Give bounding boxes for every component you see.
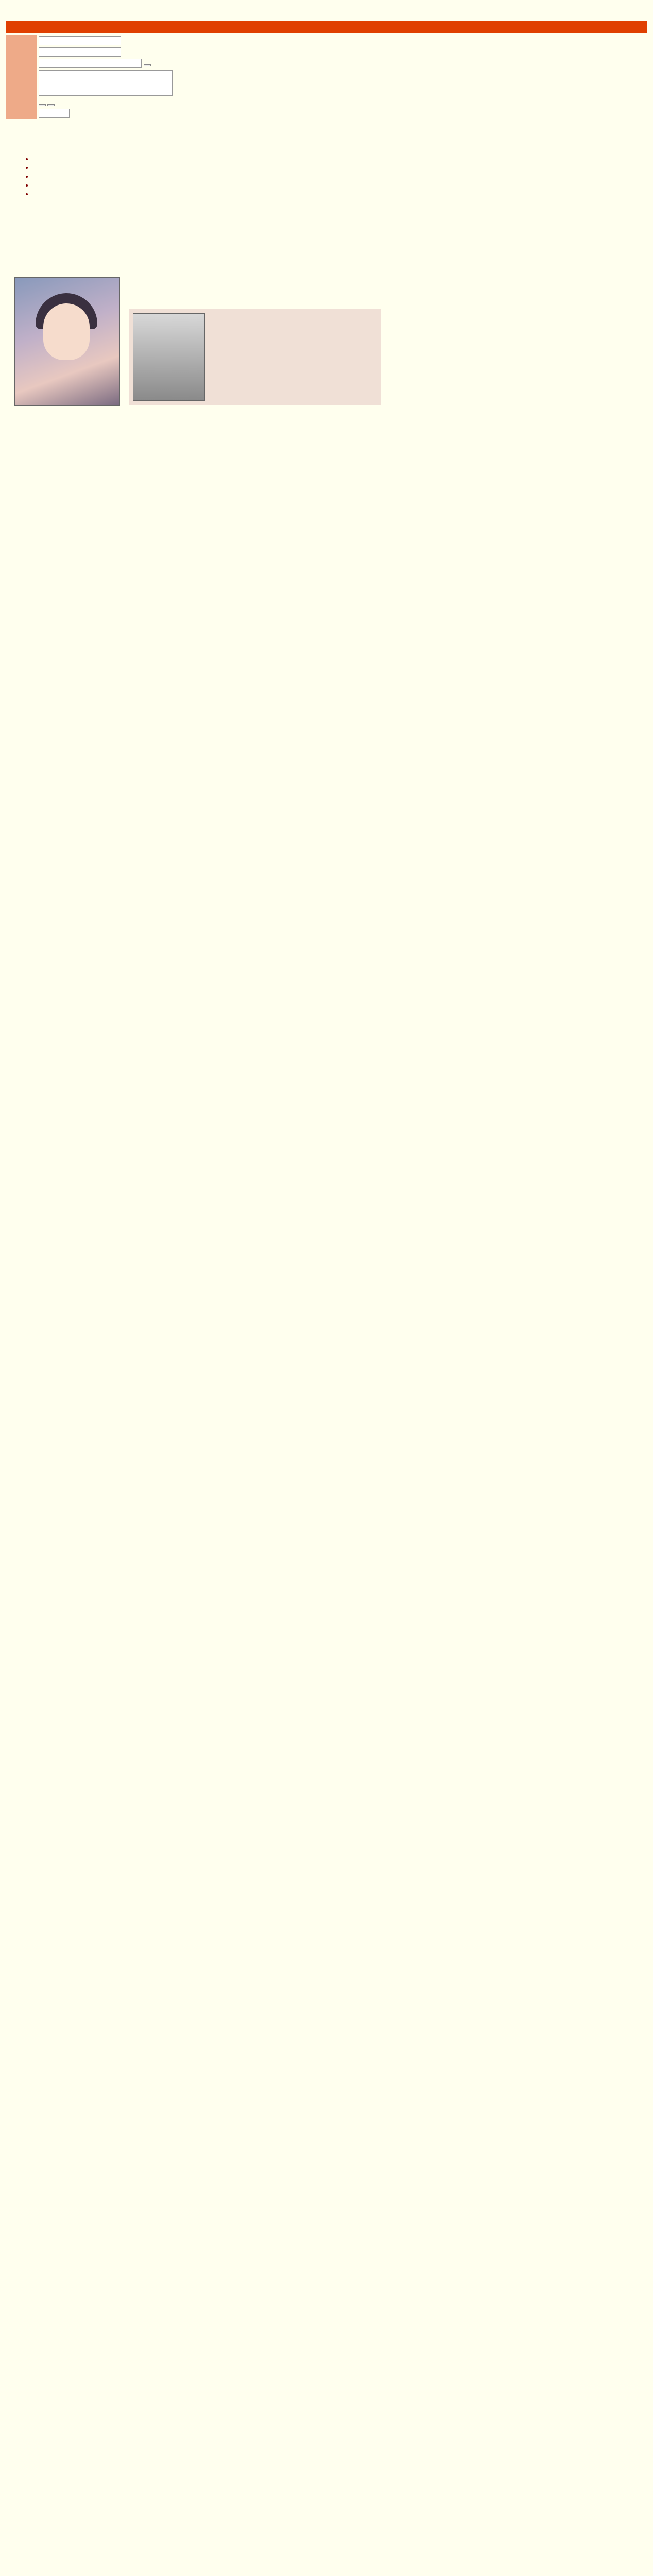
op-sub-reply bbox=[129, 309, 381, 405]
comment-field[interactable] bbox=[39, 70, 173, 96]
delkey-field[interactable] bbox=[39, 109, 70, 118]
post-form bbox=[6, 35, 174, 119]
name-label bbox=[6, 35, 37, 46]
file-label bbox=[6, 98, 37, 108]
comment-label bbox=[6, 69, 37, 98]
file-chooser-button[interactable] bbox=[39, 104, 46, 106]
mode-title-bar bbox=[6, 21, 647, 33]
email-label bbox=[6, 46, 37, 58]
op-sub-thumbnail[interactable] bbox=[133, 313, 205, 401]
paste-button[interactable] bbox=[47, 104, 55, 106]
subject-field[interactable] bbox=[39, 59, 142, 68]
email-field[interactable] bbox=[39, 47, 121, 57]
submit-button[interactable] bbox=[144, 64, 151, 66]
subject-label bbox=[6, 58, 37, 69]
op-thumbnail[interactable] bbox=[14, 277, 120, 406]
delkey-label bbox=[6, 108, 37, 119]
notes-section bbox=[26, 155, 33, 198]
name-field[interactable] bbox=[39, 36, 121, 45]
